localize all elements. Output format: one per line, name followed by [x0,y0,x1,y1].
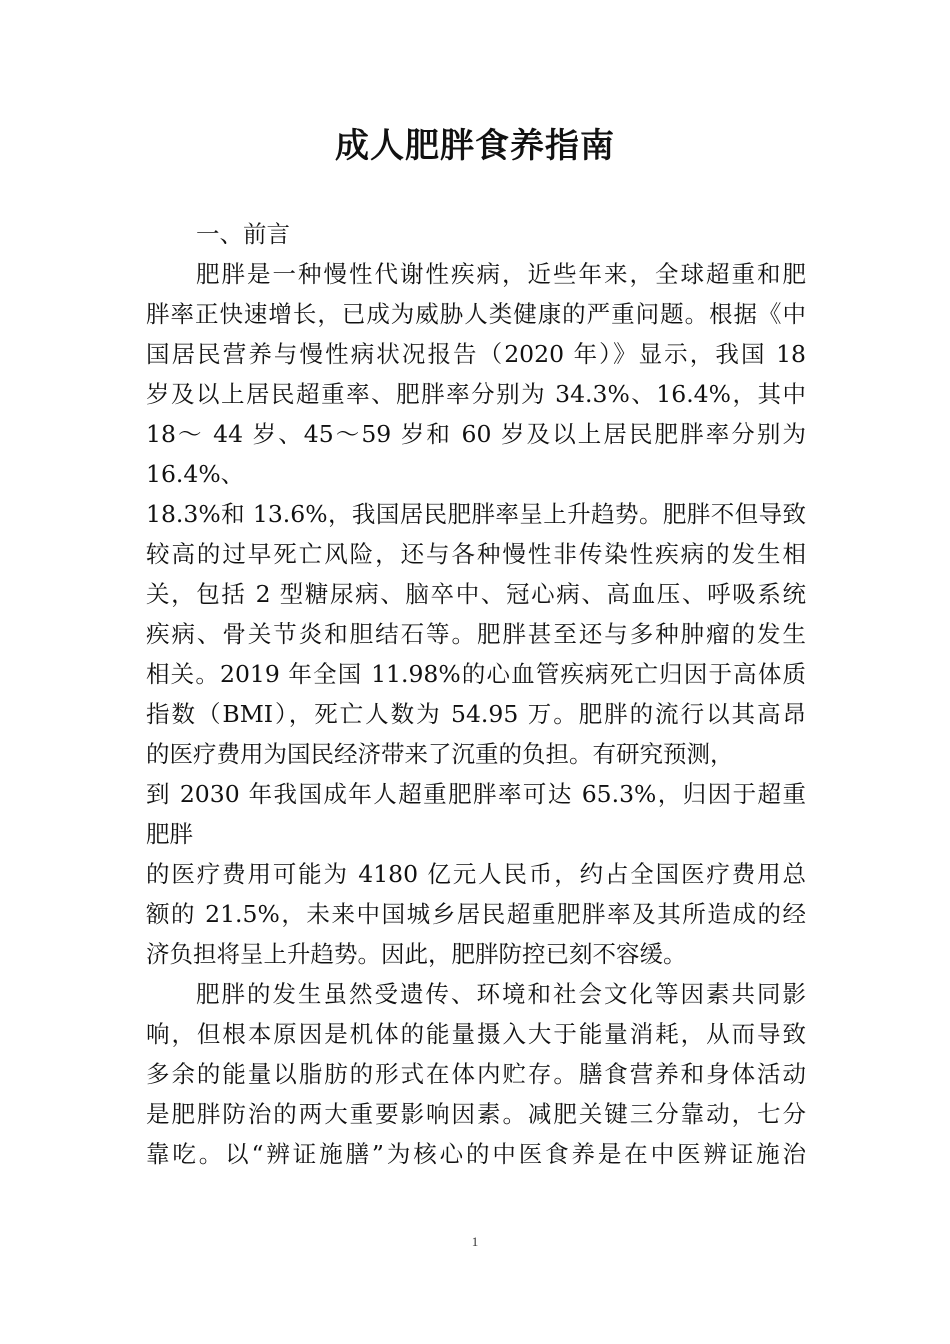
text-line: 响，但根本原因是机体的能量摄入大于能量消耗，从而导致 [146,1020,806,1048]
text-line: 靠吃。以“辨证施膳”为核心的中医食养是在中医辨证施治 [146,1140,806,1168]
text-line: 较高的过早死亡风险，还与各种慢性非传染性疾病的发生相 [146,540,806,568]
text-line: 疾病、骨关节炎和胆结石等。肥胖甚至还与多种肿瘤的发生 [146,620,806,648]
text-line: 济负担将呈上升趋势。因此，肥胖防控已刻不容缓。 [146,940,687,968]
text-line: 额的 21.5%，未来中国城乡居民超重肥胖率及其所造成的经 [146,900,806,928]
text-line: 岁及以上居民超重率、肥胖率分别为 34.3%、16.4%，其中 [146,380,806,408]
text-line: 关，包括 2 型糖尿病、脑卒中、冠心病、高血压、呼吸系统 [146,580,806,608]
text-line: 到 2030 年我国成年人超重肥胖率可达 65.3%，归因于超重 [146,780,806,808]
text-line: 16.4%、 [146,460,245,488]
text-line: 国居民营养与慢性病状况报告（2020 年）》显示，我国 18 [146,340,806,368]
text-line: 肥胖 [146,820,193,848]
text-line: 的医疗费用可能为 4180 亿元人民币，约占全国医疗费用总 [146,860,806,888]
text-line: 多余的能量以脂肪的形式在体内贮存。膳食营养和身体活动 [146,1060,806,1088]
document-body [146,214,806,1174]
text-line: 18.3%和 13.6%，我国居民肥胖率呈上升趋势。肥胖不但导致 [146,500,806,528]
text-line: 胖率正快速增长，已成为威胁人类健康的严重问题。根据《中 [146,300,806,328]
text-line: 是肥胖防治的两大重要影响因素。减肥关键三分靠动，七分 [146,1100,806,1128]
section-heading-preface: 一、前言 [196,220,290,248]
text-line: 18～ 44 岁、45～59 岁和 60 岁及以上居民肥胖率分别为 [146,420,806,448]
text-line: 的医疗费用为国民经济带来了沉重的负担。有研究预测， [146,740,734,768]
text-line: 肥胖的发生虽然受遗传、环境和社会文化等因素共同影 [196,980,806,1008]
document-title: 成人肥胖食养指南 [335,126,615,166]
text-line: 指数（BMI），死亡人数为 54.95 万。肥胖的流行以其高昂 [146,700,806,728]
text-line: 肥胖是一种慢性代谢性疾病，近些年来，全球超重和肥 [196,260,806,288]
page-number: 1 [471,1234,479,1249]
text-line: 相关。2019 年全国 11.98%的心血管疾病死亡归因于高体质 [146,660,806,688]
